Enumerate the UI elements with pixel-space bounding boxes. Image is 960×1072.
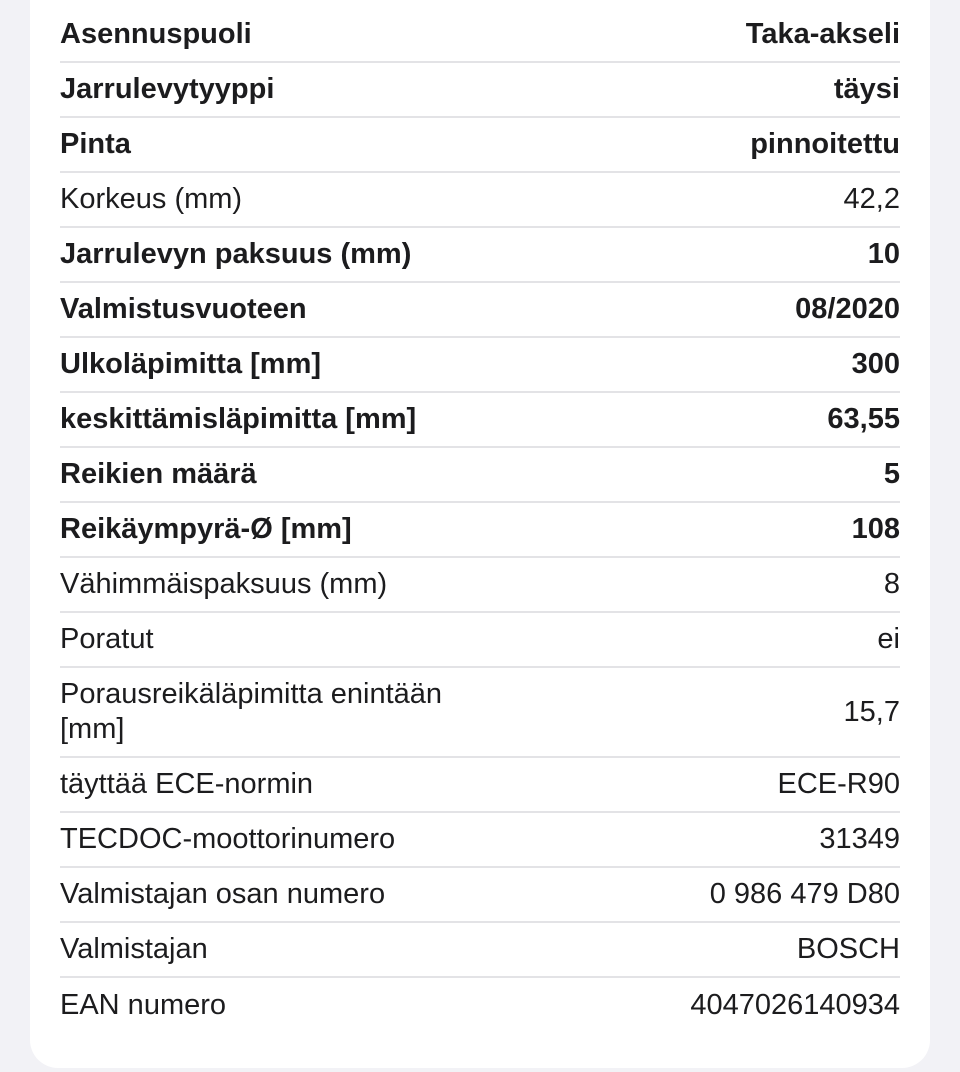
spec-label: Valmistajan <box>60 933 208 965</box>
spec-value: 108 <box>851 513 900 545</box>
spec-label: Reikien määrä <box>60 458 257 490</box>
spec-label: TECDOC-moottorinumero <box>60 823 396 855</box>
spec-row-ulkolapimitta <box>60 338 900 393</box>
spec-label: Valmistusvuoteen <box>60 293 307 325</box>
spec-row-vahimmaispaksuus <box>60 558 900 613</box>
spec-row-valmistusvuoteen <box>60 283 900 338</box>
spec-label: EAN numero <box>60 989 227 1021</box>
specs-table <box>30 8 930 1033</box>
spec-value: 5 <box>883 458 900 490</box>
spec-value: 10 <box>867 238 900 270</box>
spec-row-jarrulevyn-paksuus <box>60 228 900 283</box>
spec-row-reikien-maara <box>60 448 900 503</box>
spec-label: Poratut <box>60 623 154 655</box>
spec-label: Jarrulevyn paksuus (mm) <box>60 238 412 270</box>
spec-value: 8 <box>883 568 900 600</box>
spec-value: 31349 <box>819 823 900 855</box>
spec-row-jarrulevytyyppi <box>60 63 900 118</box>
spec-value: 63,55 <box>827 403 900 435</box>
spec-value: pinnoitettu <box>750 128 900 160</box>
spec-value: 42,2 <box>843 183 900 215</box>
spec-label: Korkeus (mm) <box>60 183 243 215</box>
spec-row-tecdoc-moottorinumero <box>60 813 900 868</box>
spec-value: 0 986 479 D80 <box>709 878 900 910</box>
spec-row-ece-normi <box>60 758 900 813</box>
spec-label: Reikäympyrä-Ø [mm] <box>60 513 352 545</box>
spec-label: Asennuspuoli <box>60 18 252 50</box>
spec-label: Pinta <box>60 128 131 160</box>
spec-label: Valmistajan osan numero <box>60 878 386 910</box>
spec-label: täyttää ECE-normin <box>60 768 314 800</box>
spec-value: 08/2020 <box>795 293 900 325</box>
spec-row-asennuspuoli <box>60 8 900 63</box>
spec-label: Vähimmäispaksuus (mm) <box>60 568 388 600</box>
spec-value: BOSCH <box>796 933 900 965</box>
spec-row-pinta <box>60 118 900 173</box>
spec-row-korkeus <box>60 173 900 228</box>
spec-label: keskittämisläpimitta [mm] <box>60 403 417 435</box>
spec-row-ean-numero <box>60 978 900 1033</box>
spec-value: Taka-akseli <box>745 18 900 50</box>
spec-value: 300 <box>851 348 900 380</box>
spec-value: ei <box>877 623 900 655</box>
spec-row-valmistajan <box>60 923 900 978</box>
spec-row-reikaympyra <box>60 503 900 558</box>
spec-value: 4047026140934 <box>690 989 900 1021</box>
spec-value: 15,7 <box>843 695 900 728</box>
spec-row-porausreikalapimitta <box>60 668 900 758</box>
spec-label: Ulkoläpimitta [mm] <box>60 348 322 380</box>
spec-row-keskittamislapimitta <box>60 393 900 448</box>
spec-label: Porausreikäläpimitta enintään [mm] <box>60 678 443 745</box>
spec-label: Jarrulevytyyppi <box>60 73 275 105</box>
spec-row-poratut <box>60 613 900 668</box>
spec-value: ECE-R90 <box>777 768 900 800</box>
spec-value: täysi <box>833 73 900 105</box>
spec-row-valmistajan-osan-numero <box>60 868 900 923</box>
